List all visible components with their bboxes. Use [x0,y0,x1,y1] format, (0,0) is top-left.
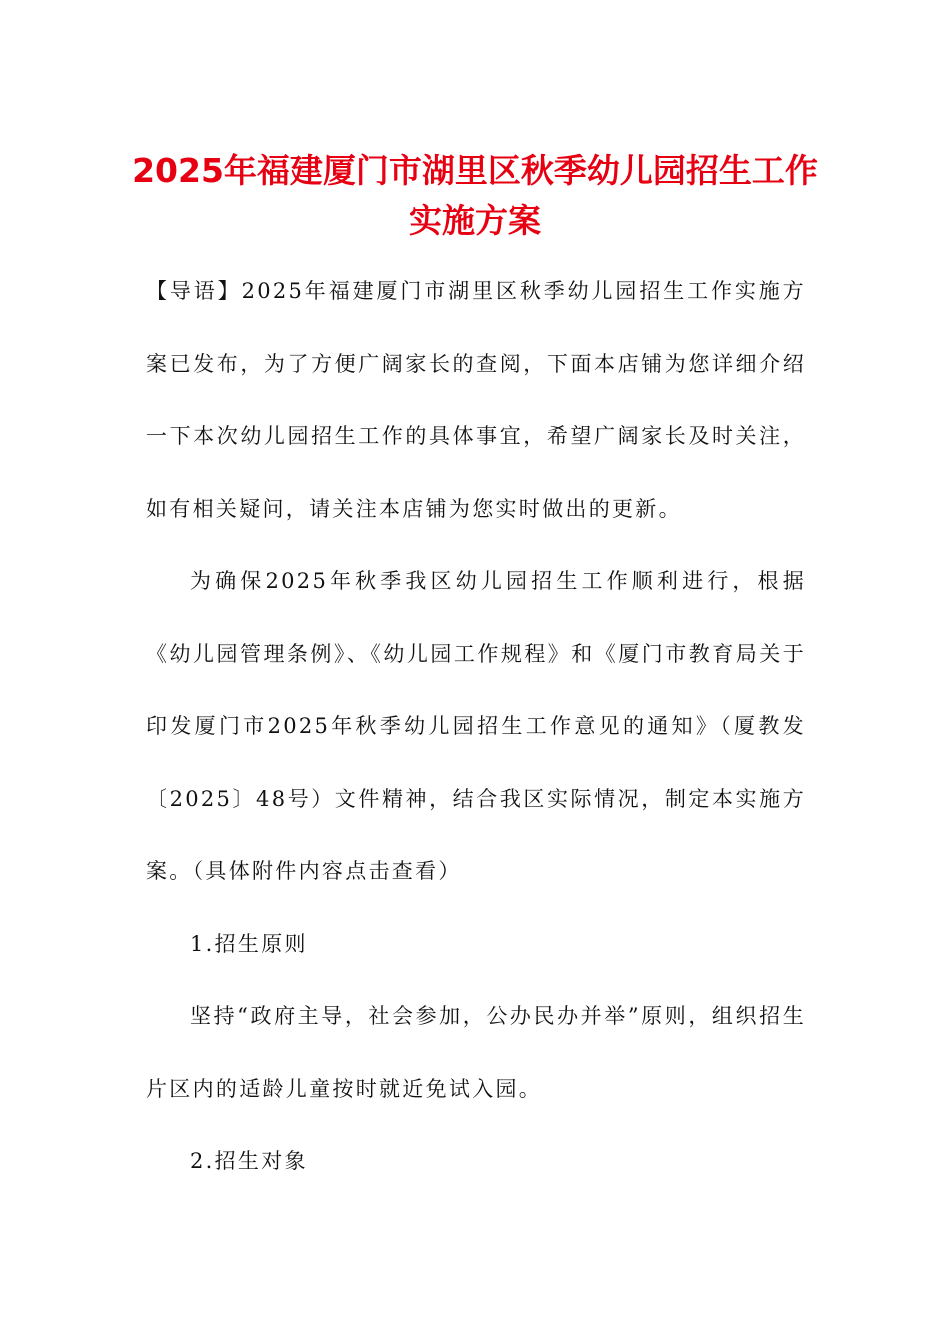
document-body [146,255,806,1198]
section-heading-principle: 1.招生原则 [190,931,308,956]
basis-paragraph: 为确保2025年秋季我区幼儿园招生工作顺利进行，根据《幼儿园管理条例》、《幼儿园工作规程》和《厦门市教育局关于印发厦门市2025年秋季幼儿园招生工作意见的通知》（厦教发〔2025〕48号）文件精神，结合我区实际情况，制定本实施方案。（具体附件内容点击查看） [146,569,806,883]
document-title: 2025年福建厦门市湖里区秋季幼儿园招生工作实施方案 [132,151,818,240]
section-heading-target: 2.招生对象 [190,1149,308,1173]
principle-paragraph: 坚持“政府主导，社会参加，公办民办并举”原则，组织招生片区内的适龄儿童按时就近免试入园。 [146,1004,806,1101]
intro-paragraph: 【导语】2025年福建厦门市湖里区秋季幼儿园招生工作实施方案已发布，为了方便广阔家长的查阅，下面本店铺为您详细介绍一下本次幼儿园招生工作的具体事宜，希望广阔家长及时关注，如有相关疑问，请关注本店铺为您实时做出的更新。 [146,279,806,521]
